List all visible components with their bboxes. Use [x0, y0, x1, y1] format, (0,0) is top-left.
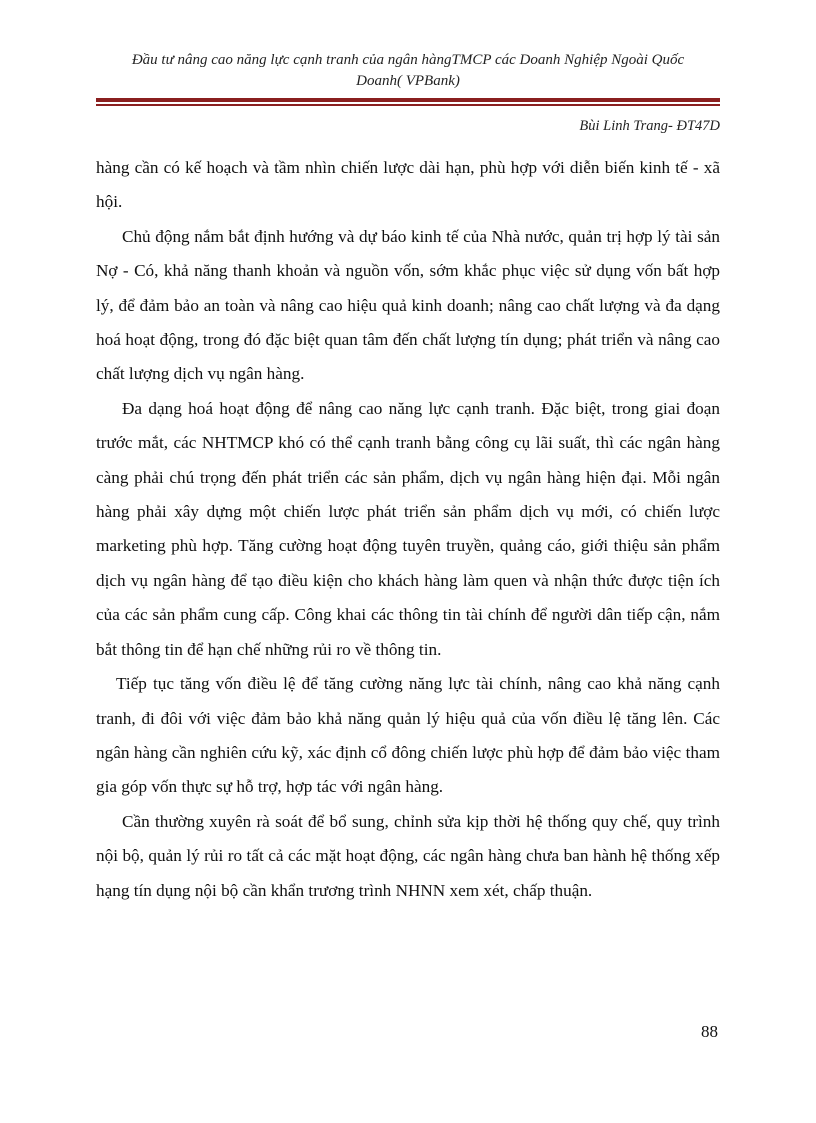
paragraph: Chủ động nắm bắt định hướng và dự báo kinh tế của Nhà nước, quản trị hợp lý tài sản Nợ - Có, khả năng thanh khoản và nguồn vốn, sớm khắc phục việc sử dụng vốn bất hợp lý, để đảm bảo an toàn và nâng cao hiệu quả kinh doanh; nâng cao chất lượng và đa dạng hoá hoạt động, trong đó đặc biệt quan tâm đến chất lượng tín dụng; phát triển và nâng cao chất lượng dịch vụ ngân hàng.: [96, 226, 720, 384]
body-text: [96, 151, 720, 908]
paragraph: Cần thường xuyên rà soát để bổ sung, chỉnh sửa kịp thời hệ thống quy chế, quy trình nội bộ, quản lý rủi ro tất cả các mặt hoạt động, các ngân hàng chưa ban hành hệ thống xếp hạng tín dụng nội bộ cần khẩn trương trình NHNN xem xét, chấp thuận.: [96, 811, 720, 900]
paragraph: Đa dạng hoá hoạt động để nâng cao năng lực cạnh tranh. Đặc biệt, trong giai đoạn trước mắt, các NHTMCP khó có thể cạnh tranh bằng công cụ lãi suất, thì các ngân hàng càng phải chú trọng đến phát triển các sản phẩm, dịch vụ ngân hàng hiện đại. Mỗi ngân hàng phải xây dựng một chiến lược phát triển sản phẩm dịch vụ mới, có chiến lược marketing phù hợp. Tăng cường hoạt động tuyên truyền, quảng cáo, giới thiệu sản phẩm dịch vụ ngân hàng để tạo điều kiện cho khách hàng làm quen và nhận thức được tiện ích của các sản phẩm cung cấp. Công khai các thông tin tài chính để người dân tiếp cận, nắm bắt thông tin để hạn chế những rủi ro về thông tin.: [96, 398, 720, 659]
paragraph-continuation: hàng cần có kế hoạch và tầm nhìn chiến lược dài hạn, phù hợp với diễn biến kinh tế - xã hội.: [96, 158, 720, 212]
header-title-line-2: Doanh( VPBank): [356, 73, 460, 89]
header-author: Bùi Linh Trang- ĐT47D: [579, 118, 720, 134]
page-number: 88: [701, 1022, 718, 1041]
paragraph: Tiếp tục tăng vốn điều lệ để tăng cường năng lực tài chính, nâng cao khả năng cạnh tranh, đi đôi với việc đảm bảo khả năng quản lý hiệu quả của vốn điều lệ tăng lên. Các ngân hàng cần nghiên cứu kỹ, xác định cổ đông chiến lược phù hợp để đảm bảo việc tham gia góp vốn thực sự hỗ trợ, hợp tác với ngân hàng.: [96, 674, 720, 797]
header-rule-thick: [96, 98, 720, 102]
running-header: [96, 50, 720, 92]
header-rule-thin: [96, 104, 720, 106]
header-title-line-1: Đầu tư nâng cao năng lực cạnh tranh của ngân hàngTMCP các Doanh Nghiệp Ngoài Quốc: [131, 52, 685, 68]
